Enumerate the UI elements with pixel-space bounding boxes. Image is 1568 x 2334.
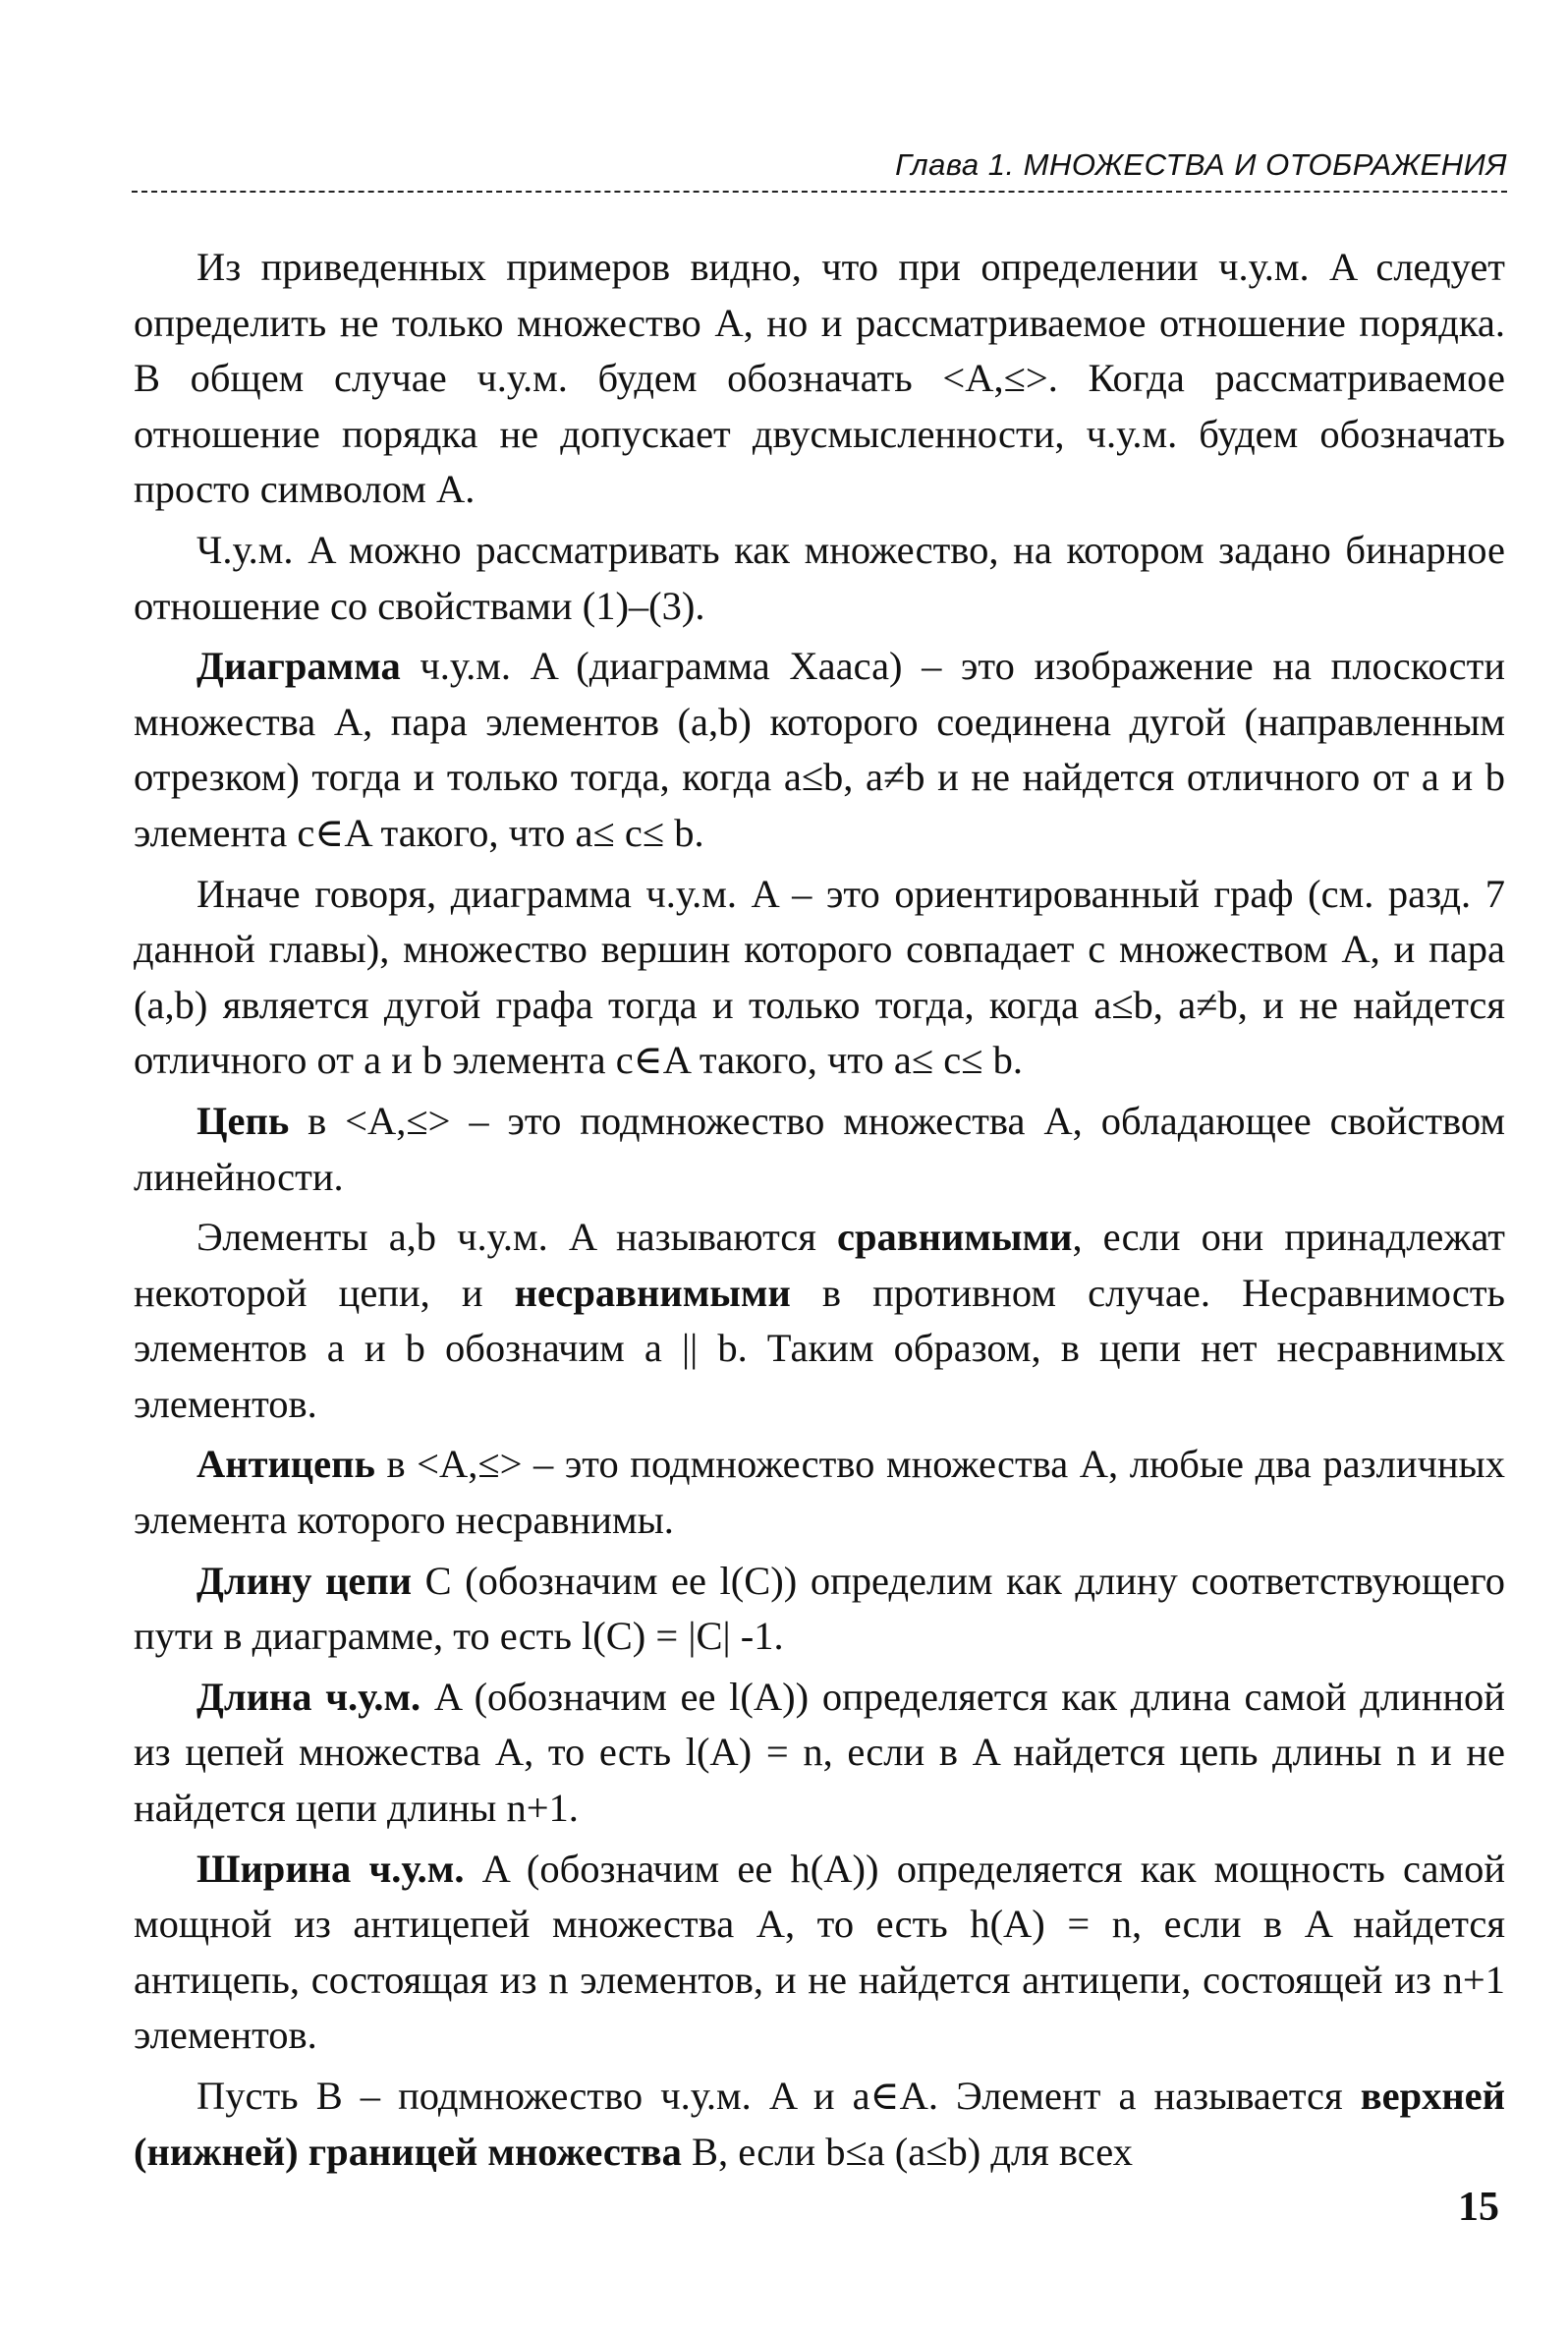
paragraph-poset-length — [134, 1670, 1505, 1837]
term-upper-lower-bound: верхней (нижней) границей множества — [134, 2074, 1505, 2174]
term-chain: Цепь — [196, 1098, 290, 1143]
paragraph-text: , если они принадлежат некоторой цепи, и — [134, 1215, 1505, 1315]
running-header — [132, 147, 1507, 199]
chapter-title: Глава 1. МНОЖЕСТВА И ОТОБРАЖЕНИЯ — [895, 147, 1507, 182]
paragraph-text: в <A,≤> – это подмножество множества A, любые два различных элемента которого несравнимы. — [134, 1442, 1505, 1543]
term-incomparable: несравнимыми — [514, 1270, 791, 1315]
term-chain-length: Длину цепи — [196, 1558, 413, 1603]
paragraph-text: Ч.у.м. A можно рассматривать как множество, на котором задано бинарное отношение со свойствами (1)–(3). — [134, 527, 1505, 628]
paragraph-antichain — [134, 1437, 1505, 1548]
paragraph-order-notation — [134, 240, 1505, 518]
term-poset-length: Длина ч.у.м. — [196, 1674, 421, 1719]
term-antichain: Антицепь — [196, 1442, 375, 1487]
paragraph-poset-width — [134, 1842, 1505, 2064]
paragraph-text: A (обозначим ее l(A)) определяется как длина самой длинной из цепей множества A, то есть l(A) = n, если в A найдется цепь длины n и не найдется цепи длины n+1. — [134, 1674, 1505, 1831]
paragraph-text: B, если b≤a (a≤b) для всех — [681, 2129, 1133, 2174]
paragraph-poset-as-set — [134, 523, 1505, 634]
term-poset-width: Ширина ч.у.м. — [196, 1846, 465, 1891]
term-comparable: сравнимыми — [837, 1215, 1073, 1260]
paragraph-bounds — [134, 2069, 1505, 2180]
paragraph-chain-length — [134, 1554, 1505, 1665]
paragraph-text: в <A,≤> – это подмножество множества A, обладающее свойством линейности. — [134, 1098, 1505, 1199]
header-divider — [132, 191, 1507, 193]
page-body — [134, 240, 1505, 2185]
paragraph-text: A (обозначим ее h(A)) определяется как мощность самой мощной из антицепей множества A, то есть h(A) = n, если в A найдется антицепь, состоящая из n элементов, и не найдется антицепи, состоящей из n+1 элементов. — [134, 1846, 1505, 2058]
paragraph-text: ч.у.м. A (диаграмма Хааса) – это изображение на плоскости множества A, пара элементов (a,b) которого соединена дугой (направленным отрезком) тогда и только тогда, когда a≤b, a≠b и не найдется отличного от a и b элемента c∈A такого, что a≤ c≤ b. — [134, 644, 1505, 855]
paragraph-hasse-diagram — [134, 639, 1505, 861]
paragraph-text: Иначе говоря, диаграмма ч.у.м. A – это ориентированный граф (см. разд. 7 данной главы), множество вершин которого совпадает с множеством A, и пара (a,b) является дугой графа тогда и только тогда, когда a≤b, a≠b, и не найдется отличного от a и b элемента c∈A такого, что a≤ c≤ b. — [134, 871, 1505, 1083]
term-diagram: Диаграмма — [196, 644, 401, 689]
paragraph-text: Из приведенных примеров видно, что при определении ч.у.м. A следует определить не только множество A, но и рассматриваемое отношение порядка. В общем случае ч.у.м. будем обозначать <A,≤>. Когда рассматриваемое отношение порядка не допускает двусмысленности, ч.у.м. будем обозначать просто символом A. — [134, 245, 1505, 512]
paragraph-text: в противном случае. Несравнимость элементов a и b обозначим a || b. Таким образом, в цепи нет несравнимых элементов. — [134, 1270, 1506, 1426]
paragraph-chain — [134, 1094, 1505, 1205]
paragraph-diagram-as-graph — [134, 867, 1505, 1089]
paragraph-text: C (обозначим ее l(C)) определим как длину соответствующего пути в диаграмме, то есть l(C) = |C| -1. — [134, 1558, 1505, 1659]
page-number: 15 — [1458, 2185, 1499, 2230]
paragraph-text: Элементы a,b ч.у.м. A называются — [196, 1215, 838, 1260]
paragraph-comparable — [134, 1210, 1505, 1432]
paragraph-text: Пусть B – подмножество ч.у.м. A и a∈A. Элемент a называется — [196, 2074, 1361, 2118]
